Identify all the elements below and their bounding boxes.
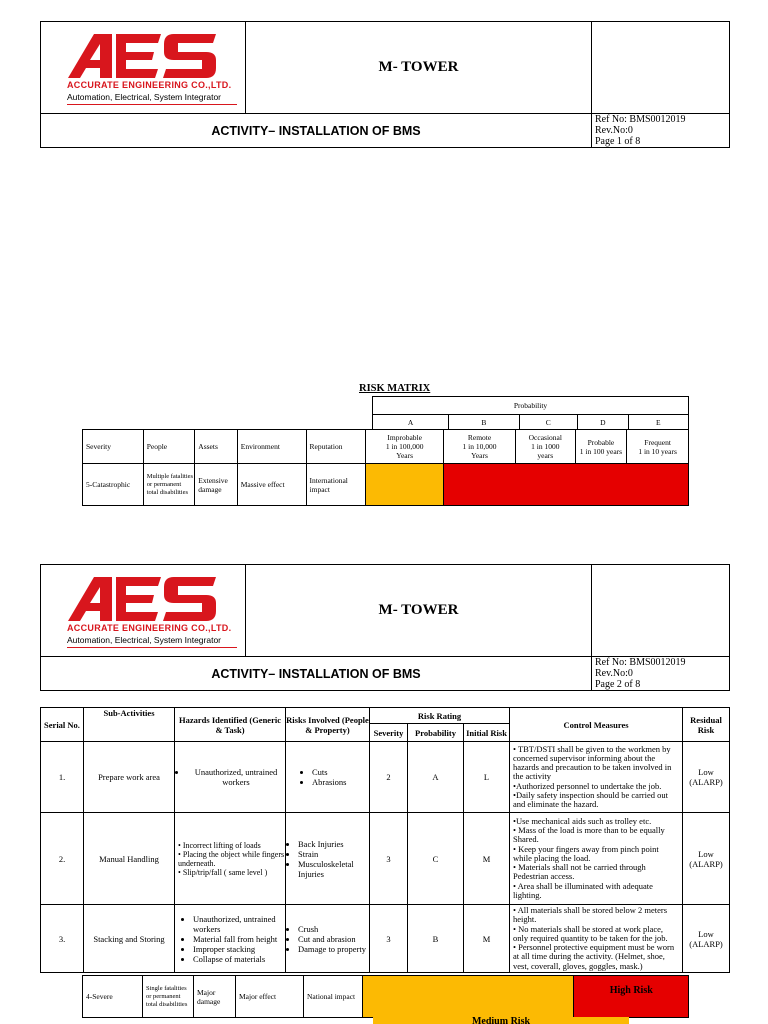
row-hazards [175,813,286,905]
page-number: Page 2 of 8 [594,679,641,690]
prob-desc-a [366,430,444,464]
prob-desc-line: Occasional [528,433,562,442]
risk-matrix-table [82,429,689,506]
medium-risk-band [373,1017,629,1024]
prob-desc-b [444,430,516,464]
high-risk-label: High Risk [574,976,689,1018]
hdr-sub-activities: Sub-Activities [84,708,175,742]
row-initial-risk: L [464,742,510,813]
aes-logo-icon [66,573,221,623]
risk-matrix-fragment [82,975,689,1018]
activity-title: ACTIVITY– INSTALLATION OF BMS [41,657,592,691]
blank-cell [591,22,729,114]
prob-letter: E [628,415,688,430]
prob-desc-line: 1 in 100,000 [385,442,424,451]
environment-5: Massive effect [237,464,306,506]
risk-cell-high [444,464,689,506]
col-people: People [143,430,195,464]
risk-matrix-title: RISK MATRIX [359,383,431,394]
row-controls [510,813,683,905]
row-probability: B [408,905,464,973]
table-row [41,905,730,973]
assets-4: Major damage [194,976,236,1018]
hazard-item: • Unauthorized, untrained workers [193,914,285,934]
prob-desc-d [575,430,627,464]
row-sub-activity: Manual Handling [84,813,175,905]
col-assets: Assets [195,430,237,464]
control-item: •Authorized personnel to undertake the job. [513,780,662,791]
row-residual: Low (ALARP) [683,742,730,813]
probability-header-table [372,396,689,430]
row-initial-risk: M [464,813,510,905]
hazard-item: • Unauthorized, untrained workers [187,767,285,787]
row-serial: 1. [41,742,84,813]
row-severity: 3 [370,905,408,973]
row-risks [286,813,370,905]
ref-no: Ref No: BMS0012019 [594,657,686,668]
page-number: Page 1 of 8 [594,136,641,147]
prob-letter: D [578,415,629,430]
prob-desc-line: years [537,451,554,460]
hazard-item: • Incorrect lifting of loads [178,840,261,850]
control-item: • TBT/DSTI shall be given to the workmen by concerned supervisor informing about the hazards and precaution to be taken involved in the activity [513,743,672,782]
risk-cell-medium [363,976,574,1018]
reputation-4: National impact [304,976,363,1018]
prob-desc-c [515,430,575,464]
ref-block [591,657,729,691]
risk-item: • Abrasions [312,777,369,787]
hdr-risk-rating: Risk Rating [370,708,510,724]
project-title: M- TOWER [246,565,592,657]
hazard-item: • Material fall from height [193,934,285,944]
row-controls [510,905,683,973]
hdr-hazards: Hazards Identified (Generic & Task) [175,708,286,742]
prob-letter: C [519,415,577,430]
risk-item: • Cut and abrasion [298,934,369,944]
reputation-5: International impact [306,464,366,506]
control-item: •Daily safety inspection should be carried out and eliminate the hazard. [513,789,668,809]
company-tagline: Automation, Electrical, System Integrator [67,92,237,105]
medium-risk-label: Medium Risk [471,1017,531,1024]
hazard-item: • Improper stacking [193,944,285,954]
hazard-item: • Collapse of materials [193,954,285,964]
company-logo [41,565,246,657]
project-title: M- TOWER [246,22,592,114]
control-item: • Area shall be illuminated with adequate lighting. [513,880,653,900]
severity-4: 4-Severe [83,976,143,1018]
company-tagline: Automation, Electrical, System Integrator [67,635,237,648]
prob-letter: A [373,415,449,430]
row-severity: 3 [370,813,408,905]
hdr-severity: Severity [370,724,408,742]
prob-desc-line: 1 in 100 years [579,446,623,456]
control-item: • All materials shall be stored below 2 meters height. [513,905,668,925]
hazard-item: • Slip/trip/fall ( same level ) [178,867,268,877]
table-row [41,742,730,813]
row-initial-risk: M [464,905,510,973]
page2-header-table [40,564,730,691]
hdr-residual: Residual Risk [683,708,730,742]
row-risks [286,742,370,813]
control-item: • No materials shall be stored at work place, only required quantity to be taken for the job. [513,923,668,943]
prob-desc-line: Frequent [644,437,671,447]
row-hazards [175,742,286,813]
row-risks [286,905,370,973]
control-item: • Materials shall not be carried through Pedestrian access. [513,862,646,882]
people-4: Single fatalities or permanent total disabilities [143,976,194,1018]
blank-cell [591,565,729,657]
row-residual: Low (ALARP) [683,813,730,905]
risk-item: • Damage to property [298,944,369,954]
page1-header-table [40,21,730,148]
prob-desc-line: Probable [587,437,615,447]
risk-item: • Musculoskeletal Injuries [298,859,369,879]
company-logo [41,22,246,114]
risk-item: • Strain [298,849,369,859]
rev-no: Rev.No:0 [594,125,633,136]
col-severity: Severity [83,430,144,464]
row-hazards [175,905,286,973]
company-name: ACCURATE ENGINEERING CO.,LTD. [67,80,232,90]
hdr-serial: Serial No. [41,708,84,742]
control-item: • Keep your fingers away from pinch point while placing the load. [513,843,659,863]
prob-desc-line: Remote [467,433,492,442]
risk-item: • Crush [298,924,369,934]
hdr-initial-risk: Initial Risk [464,724,510,742]
probability-label: Probability [373,397,689,415]
row-controls [510,742,683,813]
company-name: ACCURATE ENGINEERING CO.,LTD. [67,623,232,633]
row-residual: Low (ALARP) [683,905,730,973]
rev-no: Rev.No:0 [594,668,633,679]
assets-5: Extensive damage [195,464,237,506]
ref-no: Ref No: BMS0012019 [594,114,686,125]
hdr-control: Control Measures [510,708,683,742]
row-sub-activity: Stacking and Storing [84,905,175,973]
prob-desc-line: Improbable [387,433,422,442]
control-item: • Personnel protective equipment must be worn at all time during the activity. (Helmet, shoe, vest, coverall, gloves, goggles, mask.) [513,942,675,971]
row-probability: A [408,742,464,813]
row-serial: 2. [41,813,84,905]
row-sub-activity: Prepare work area [84,742,175,813]
col-environment: Environment [237,430,306,464]
prob-desc-line: 1 in 10,000 [462,442,497,451]
risk-item: • Cuts [312,767,369,777]
prob-desc-line: 1 in 1000 [531,442,560,451]
severity-5: 5-Catastrophic [83,464,144,506]
aes-logo-icon [66,30,221,80]
environment-4: Major effect [236,976,304,1018]
hdr-risks: Risks Involved (People & Property) [286,708,370,742]
table-row [41,813,730,905]
row-serial: 3. [41,905,84,973]
hazard-item: • Placing the object while fingers underneath. [178,849,285,868]
prob-letter: B [449,415,519,430]
prob-desc-line: Years [396,451,414,460]
risk-cell-medium [366,464,444,506]
prob-desc-line: 1 in 10 years [638,446,677,456]
control-item: •Use mechanical aids such as trolley etc. [513,816,652,827]
people-5: Multiple fatalities or permanent total disabilities [143,464,195,506]
row-severity: 2 [370,742,408,813]
control-item: • Mass of the load is more than to be equally Shared. [513,825,665,845]
row-probability: C [408,813,464,905]
risk-item: • Back Injuries [298,839,369,849]
activity-title: ACTIVITY– INSTALLATION OF BMS [41,114,592,148]
col-reputation: Reputation [306,430,366,464]
ref-block [591,114,729,148]
prob-desc-line: Years [471,451,488,460]
hdr-probability: Probability [408,724,464,742]
risk-assessment-table [40,707,730,973]
prob-desc-e [627,430,689,464]
